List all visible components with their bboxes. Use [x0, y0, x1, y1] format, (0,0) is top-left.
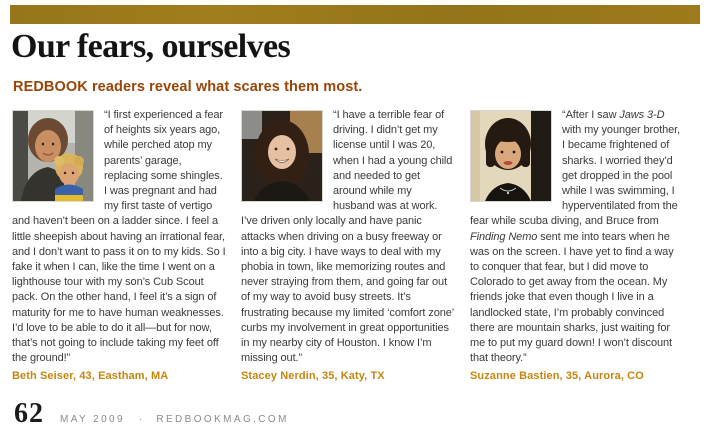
reader-photo-1 [12, 110, 94, 202]
footer-separator: · [138, 414, 143, 425]
magazine-website: REDBOOKMAG.COM [156, 414, 289, 425]
top-accent-bar [10, 5, 700, 24]
quote-attribution: Suzanne Bastien, 35, Aurora, CO [470, 370, 644, 383]
portrait-woman-and-child-illustration [13, 111, 93, 201]
reader-quote-column-3 [470, 108, 685, 382]
page-footer [14, 398, 289, 430]
quote-attribution: Stacey Nerdin, 35, Katy, TX [241, 370, 385, 383]
reader-quotes-section [12, 108, 685, 382]
portrait-dark-haired-woman-illustration [242, 111, 322, 201]
reader-quote-column-2 [241, 108, 456, 382]
quote-attribution: Beth Seiser, 43, Eastham, MA [12, 370, 169, 383]
reader-photo-3 [470, 110, 552, 202]
quote-text: “After I saw Jaws 3-D with my younger brother, I became frightened of sharks. I worried they’d get dropped in the pool while I was swimming, I hyperventilated from the fear while scuba diving, and Bruce from Finding Nemo sent me into tears when he was on the screen. I have yet to find a way to conquer that fear, but I did move to Colorado to get away from the ocean. My friends joke that even though I live in a landlocked state, I’m probably convinced there are mountain sharks, just waiting for me to put my guard down! I won’t discount that theory.” [470, 109, 681, 365]
reader-quote-column-1 [12, 108, 227, 382]
reader-photo-2 [241, 110, 323, 202]
issue-date: MAY 2009 [60, 414, 125, 425]
quote-text: “I first experienced a fear of heights six years ago, while perched atop my parents’ garage, replacing some shingles. I was pregnant and had my first taste of vertigo and haven’t been on a ladder since. I feel a little sheepish about having an irrational fear, and I don’t want to pass it on to my kids. So I fake it when I can, like the time I went on a lighthouse tour with my son’s Cub Scout pack. On the other hand, I feel it’s a sign of maturity for me to have human weaknesses. I’d love to be able to do it all—but for now, that’s not going to include taking my feet off the ground!” [12, 109, 226, 365]
portrait-bob-haircut-woman-illustration [471, 111, 551, 201]
page-number: 62 [14, 398, 44, 429]
quote-text: “I have a terrible fear of driving. I didn’t get my license until I was 20, when I had a young child and needed to get around while my husband was at work. I’ve driven only locally and have panic attacks when driving on a busy freeway or into a big city. I have ways to deal with my phobia in town, like memorizing routes and never straying from them, and going far out of my way to avoid busy streets. It’s frustrating because my limited ‘comfort zone’ curbs my involvement in great opportunities in my nearby city of Houston. I know I’m missing out.” [241, 109, 454, 365]
article-title: Our fears, ourselves [11, 28, 291, 65]
article-subtitle: REDBOOK readers reveal what scares them most. [13, 79, 363, 95]
